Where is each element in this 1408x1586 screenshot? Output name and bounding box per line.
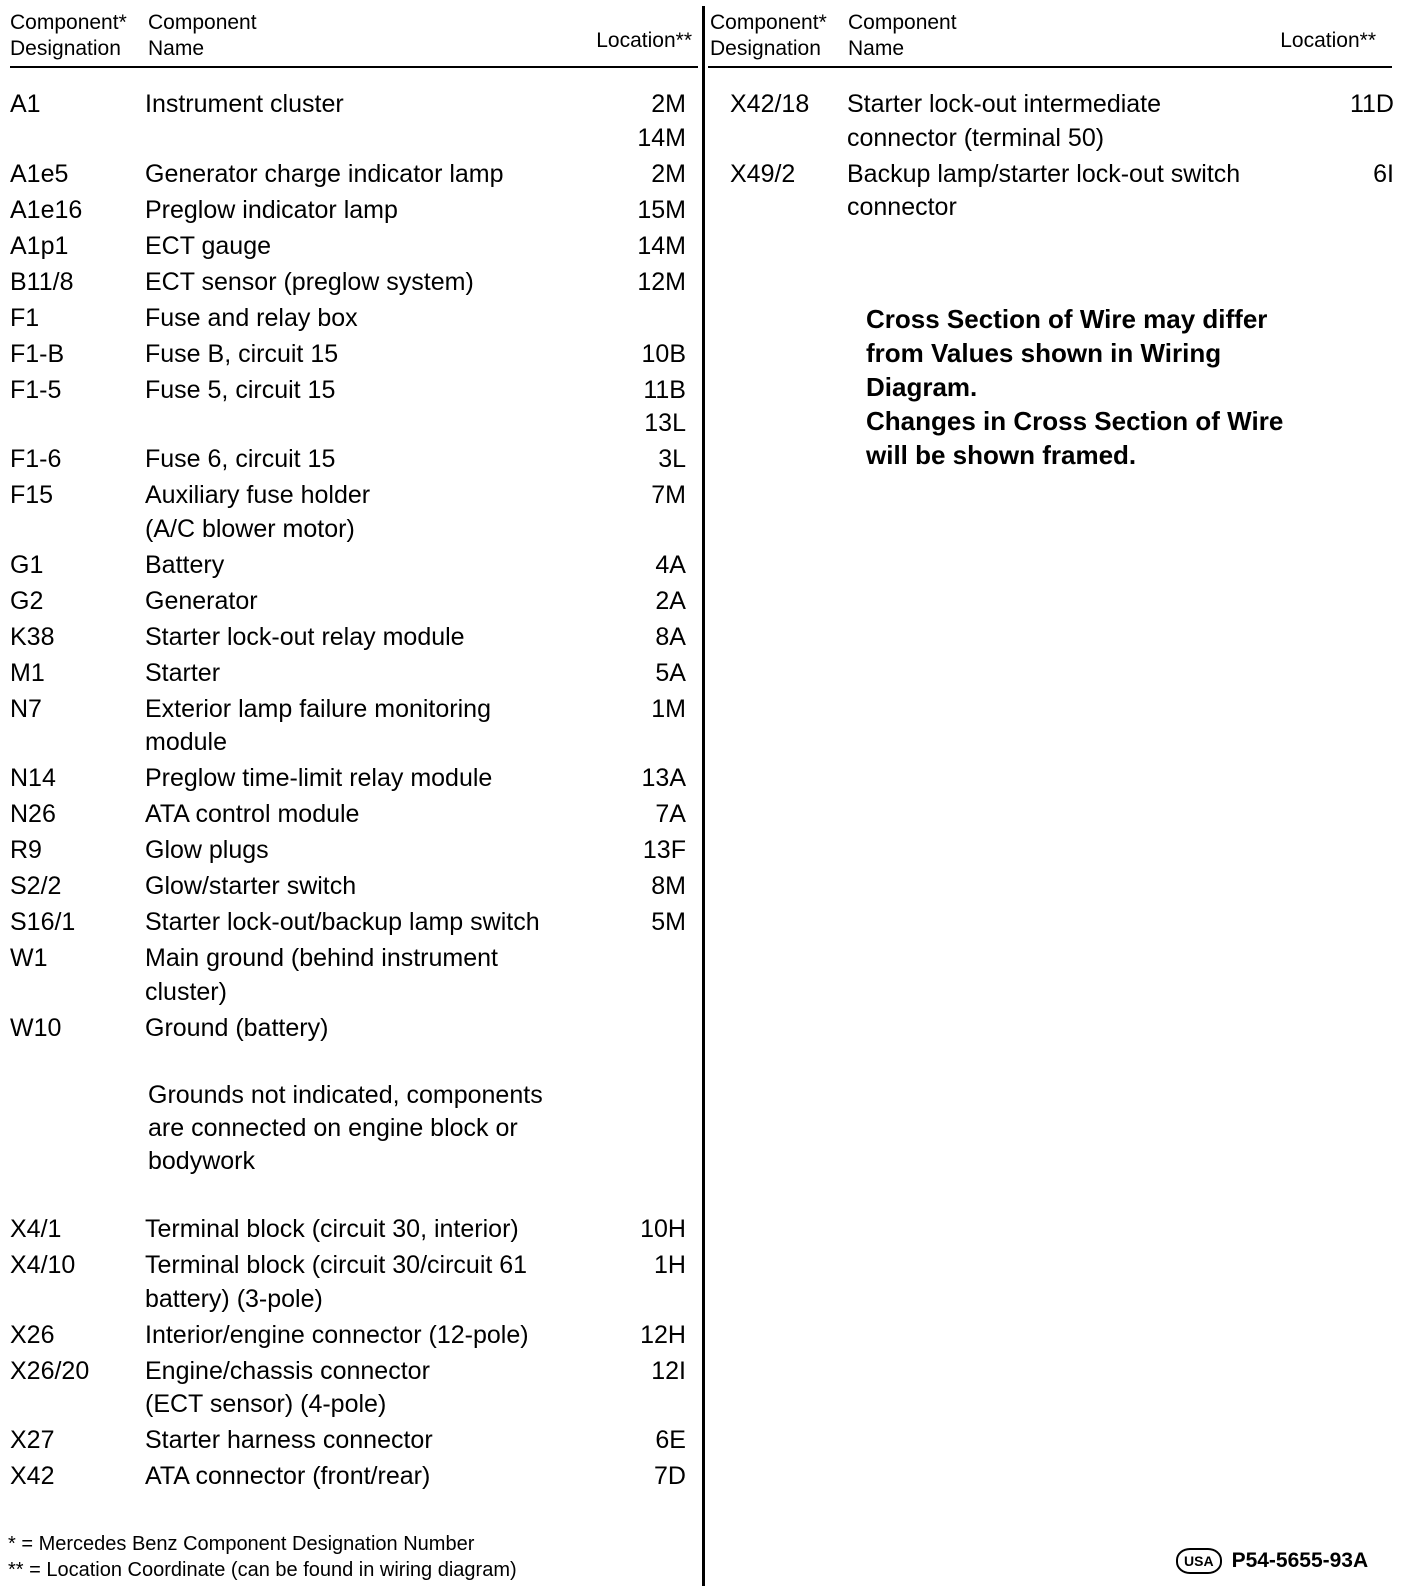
component-designation: G1 [10, 550, 44, 579]
component-location: 7M [651, 481, 686, 509]
component-row [730, 88, 1394, 155]
component-name: Starter lock-out relay module [145, 622, 465, 651]
component-name: Fuse and relay box [145, 303, 358, 332]
footnote-star: * = Mercedes Benz Component Designation Number [8, 1533, 475, 1555]
component-designation: X42/18 [730, 90, 810, 118]
component-name: Fuse 6, circuit 15 [145, 445, 336, 473]
component-row [10, 657, 686, 691]
component-row [10, 1355, 686, 1422]
component-name: Auxiliary fuse holder (A/C blower motor) [145, 481, 371, 543]
component-row [10, 1460, 686, 1494]
component-name: Engine/chassis connector (ECT sensor) (4-pole) [145, 1356, 430, 1418]
component-designation: F15 [10, 481, 54, 509]
right-header-name: Component Name [848, 11, 957, 60]
component-row [10, 621, 686, 655]
component-designation: W10 [10, 1013, 62, 1042]
component-name: ECT gauge [145, 231, 272, 260]
component-row [10, 1213, 686, 1247]
component-location: 8M [651, 872, 686, 900]
component-designation: W1 [10, 944, 48, 972]
footnote-double-star: ** = Location Coordinate (can be found in wiring diagram) [8, 1559, 517, 1581]
component-name: Battery [145, 550, 225, 579]
component-location: 12H [640, 1320, 686, 1349]
component-row [10, 1012, 686, 1046]
component-location: 2M [651, 159, 686, 188]
right-header-designation: Component* Designation [710, 11, 827, 60]
component-row [10, 798, 686, 832]
wire-cross-section-notice: Cross Section of Wire may differ from Values shown in Wiring Diagram. Changes in Cross Section of Wire will be shown framed. [866, 304, 1284, 470]
right-header-location: Location** [1280, 29, 1376, 52]
component-name: Terminal block (circuit 30/circuit 61 battery) (3-pole) [145, 1251, 528, 1313]
component-designation: R9 [10, 836, 42, 864]
component-designation: X26 [10, 1320, 55, 1349]
component-designation: N14 [10, 764, 56, 792]
component-location: 6I [1373, 159, 1394, 188]
component-location: 5A [655, 658, 686, 687]
left-header-rule [10, 66, 698, 68]
component-row [10, 479, 686, 546]
component-designation: G2 [10, 586, 44, 615]
component-row [10, 194, 686, 228]
component-name: Generator charge indicator lamp [145, 159, 504, 188]
component-designation: K38 [10, 622, 55, 651]
right-header-rule [708, 66, 1392, 68]
component-row [10, 1249, 686, 1316]
component-location: 3L [658, 445, 686, 473]
component-name: Glow plugs [145, 836, 269, 864]
component-row [10, 266, 686, 300]
component-name: Starter harness connector [145, 1426, 433, 1454]
component-row [10, 762, 686, 796]
component-row [10, 906, 686, 940]
component-row [10, 549, 686, 583]
component-designation: F1 [10, 303, 40, 332]
component-row [10, 1424, 686, 1458]
component-designation: F1-5 [10, 375, 62, 404]
component-location: 6E [655, 1426, 686, 1454]
component-row [10, 302, 686, 336]
component-name: Starter lock-out intermediate connector (terminal 50) [847, 90, 1162, 152]
component-name: ATA control module [145, 800, 360, 828]
component-location: 15M [637, 195, 686, 224]
component-name: Fuse B, circuit 15 [145, 339, 339, 368]
component-name: ECT sensor (preglow system) [145, 267, 474, 296]
left-header-name: Component Name [148, 11, 257, 60]
component-location: 12I [651, 1356, 686, 1385]
component-row [10, 585, 686, 619]
component-designation: A1p1 [10, 231, 69, 260]
component-designation: F1-6 [10, 445, 62, 473]
left-component-list [10, 88, 686, 1496]
component-name: Backup lamp/starter lock-out switch connector [847, 159, 1241, 221]
component-location: 11D [1349, 90, 1394, 118]
component-location: 14M [637, 231, 686, 260]
component-row [10, 1319, 686, 1353]
component-location: 4A [655, 550, 686, 579]
component-location: 2A [655, 586, 686, 615]
document-code: P54-5655-93A [1231, 1549, 1369, 1572]
component-row [10, 942, 686, 1009]
component-row [10, 870, 686, 904]
component-name: Ground (battery) [145, 1013, 329, 1042]
component-name: Glow/starter switch [145, 872, 357, 900]
component-location: 1H [654, 1251, 686, 1279]
usa-badge-icon: USA [1176, 1548, 1222, 1574]
component-location: 13F [642, 836, 686, 864]
component-designation: N26 [10, 800, 56, 828]
component-row [10, 693, 686, 760]
component-name: Interior/engine connector (12-pole) [145, 1320, 529, 1349]
component-name: Instrument cluster [145, 90, 344, 118]
component-designation: S16/1 [10, 908, 76, 936]
column-divider [702, 6, 705, 1586]
document-code-block [1176, 1548, 1368, 1574]
component-row [10, 158, 686, 192]
component-location: 7D [654, 1462, 686, 1490]
component-location: 5M [651, 908, 686, 936]
component-name: Exterior lamp failure monitoring module [145, 694, 491, 756]
component-name: Preglow indicator lamp [145, 195, 398, 224]
component-row [10, 88, 686, 155]
component-location: 12M [637, 267, 686, 296]
component-designation: N7 [10, 694, 42, 723]
component-name: Terminal block (circuit 30, interior) [145, 1215, 519, 1243]
component-name: Main ground (behind instrument cluster) [145, 944, 498, 1006]
component-name: Starter [145, 658, 221, 687]
left-header-location: Location** [596, 29, 692, 52]
component-row [730, 158, 1394, 225]
component-name: Generator [145, 586, 258, 615]
component-designation: A1e16 [10, 195, 83, 224]
component-location: 2M 14M [637, 90, 686, 152]
component-designation: X26/20 [10, 1356, 90, 1385]
component-name: Fuse 5, circuit 15 [145, 375, 336, 404]
component-location: 8A [655, 622, 686, 651]
ground-note: Grounds not indicated, components are connected on engine block or bodywork [148, 1081, 543, 1175]
component-designation: M1 [10, 658, 45, 687]
component-designation: X27 [10, 1426, 55, 1454]
component-row [10, 834, 686, 868]
component-row [10, 443, 686, 477]
component-name: Starter lock-out/backup lamp switch [145, 908, 540, 936]
component-row [10, 338, 686, 372]
component-designation: A1 [10, 90, 41, 118]
component-location: 11B 13L [643, 375, 686, 437]
left-header-designation: Component* Designation [10, 11, 127, 60]
component-designation: S2/2 [10, 872, 62, 900]
component-designation: X42 [10, 1462, 55, 1490]
component-designation: X4/1 [10, 1215, 62, 1243]
component-location: 1M [651, 694, 686, 723]
component-location: 7A [655, 800, 686, 828]
component-designation: X49/2 [730, 159, 796, 188]
component-row [10, 230, 686, 264]
component-row [10, 374, 686, 441]
component-location: 13A [641, 764, 686, 792]
component-location: 10H [640, 1215, 686, 1243]
component-name: ATA connector (front/rear) [145, 1462, 431, 1490]
component-designation: A1e5 [10, 159, 69, 188]
component-designation: B11/8 [10, 267, 74, 296]
component-name: Preglow time-limit relay module [145, 764, 493, 792]
component-designation: F1-B [10, 339, 65, 368]
right-component-list [730, 88, 1394, 227]
component-designation: X4/10 [10, 1251, 76, 1279]
component-location: 10B [641, 339, 686, 368]
